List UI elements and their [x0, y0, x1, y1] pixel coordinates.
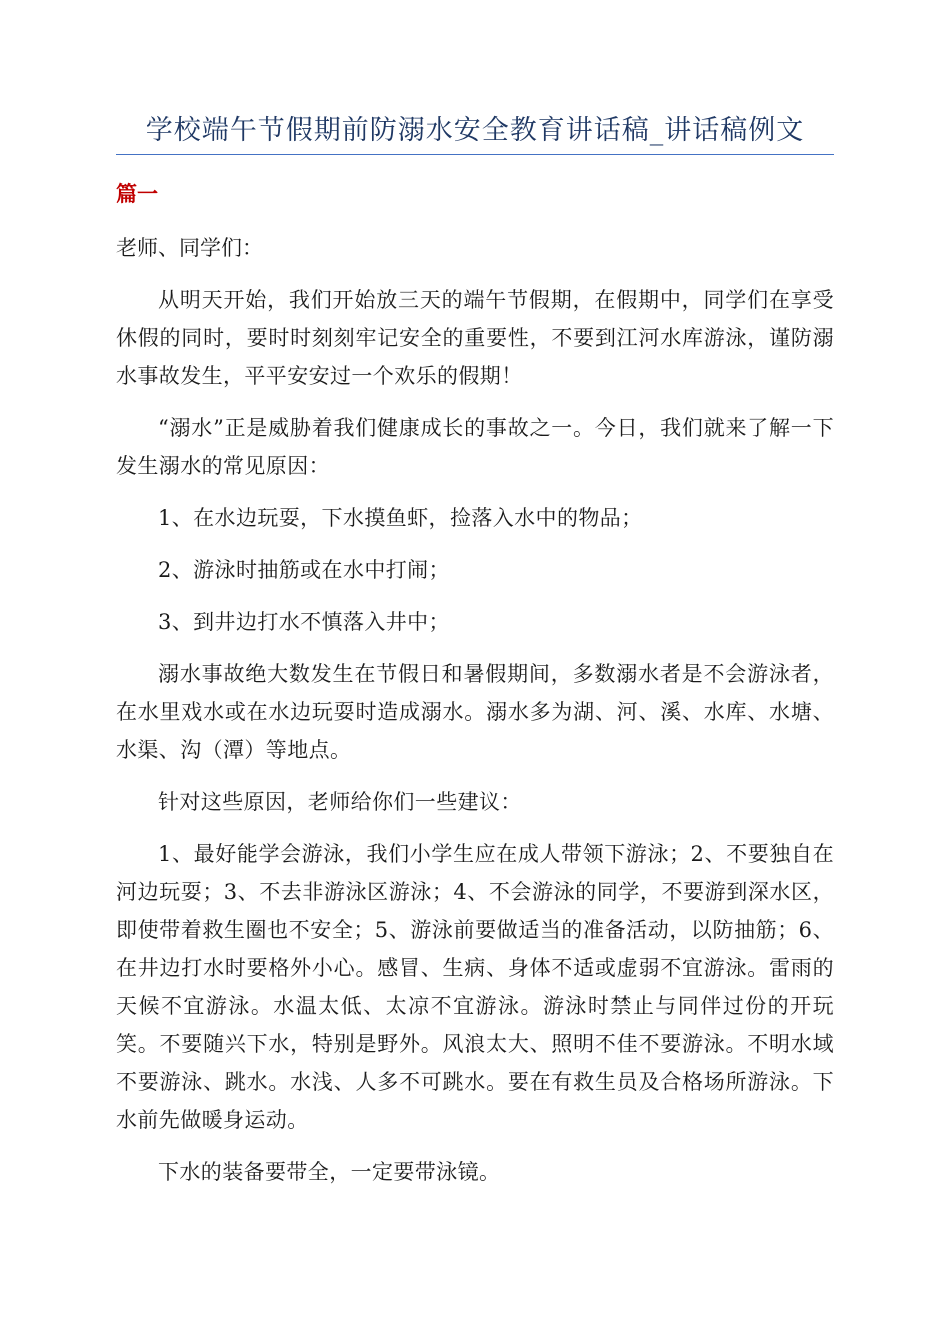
list-item-cause-2: 2、游泳时抽筋或在水中打闹； — [158, 558, 450, 582]
paragraph-causes-intro: “溺水”正是威胁着我们健康成长的事故之一。今日，我们就来了解一下发生溺水的常见原因： — [116, 416, 834, 478]
section-heading: 篇一 — [116, 182, 158, 206]
document-page — [116, 112, 834, 1191]
paragraph-suggestions-intro: 针对这些原因，老师给你们一些建议： — [158, 790, 522, 814]
paragraph-statistics: 溺水事故绝大数发生在节假日和暑假期间，多数溺水者是不会游泳者，在水里戏水或在水边玩耍时造成溺水。溺水多为湖、河、溪、水库、水塘、水渠、沟（潭）等地点。 — [116, 662, 834, 762]
document-title: 学校端午节假期前防溺水安全教育讲话稿_讲话稿例文 — [116, 112, 834, 155]
paragraph-intro: 从明天开始，我们开始放三天的端午节假期，在假期中，同学们在享受休假的同时，要时时刻刻牢记安全的重要性，不要到江河水库游泳，谨防溺水事故发生，平平安安过一个欢乐的假期！ — [116, 288, 834, 388]
list-item-cause-3: 3、到井边打水不慎落入井中； — [158, 610, 450, 634]
paragraph-suggestions: 1、最好能学会游泳，我们小学生应在成人带领下游泳；2、不要独自在河边玩耍；3、不去非游泳区游泳；4、不会游泳的同学，不要游到深水区，即使带着救生圈也不安全；5、游泳前要做适当的准备活动，以防抽筋；6、在井边打水时要格外小心。感冒、生病、身体不适或虚弱不宜游泳。雷雨的天候不宜游泳。水温太低、太凉不宜游泳。游泳时禁止与同伴过份的开玩笑。不要随兴下水，特别是野外。风浪太大、照明不佳不要游泳。不明水域不要游泳、跳水。水浅、人多不可跳水。要在有救生员及合格场所游泳。下水前先做暖身运动。 — [116, 842, 834, 1132]
list-item-cause-1: 1、在水边玩耍，下水摸鱼虾，捡落入水中的物品； — [158, 506, 643, 530]
paragraph-equipment: 下水的装备要带全，一定要带泳镜。 — [158, 1160, 501, 1184]
greeting-line: 老师、同学们： — [116, 236, 263, 260]
